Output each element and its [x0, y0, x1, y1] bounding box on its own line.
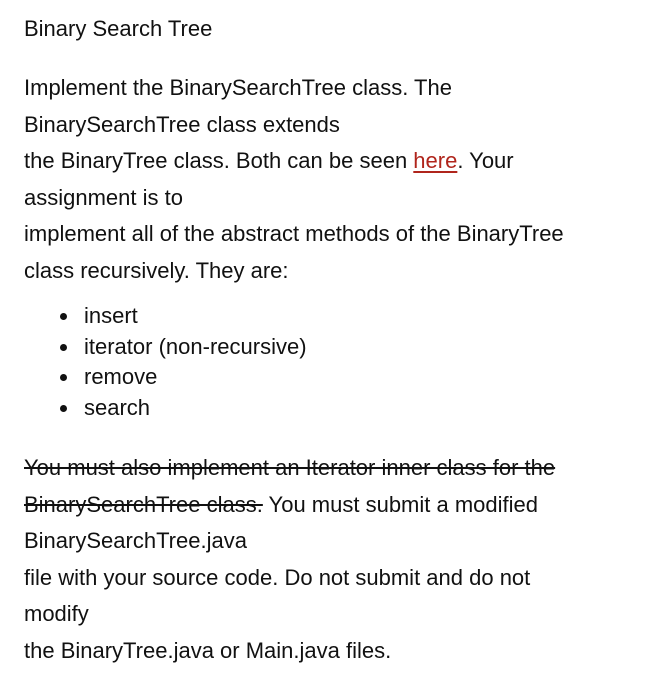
intro-line-2: BinarySearchTree class extends [24, 111, 340, 137]
submission-line-2 [24, 487, 626, 524]
intro-line-3-text-after: . Your [457, 148, 514, 173]
method-label: remove [84, 364, 158, 389]
intro-line-1: Implement the BinarySearchTree class. The [24, 75, 452, 100]
method-label: insert [84, 303, 138, 328]
submission-paragraph [24, 450, 626, 669]
bullet-icon [60, 344, 67, 351]
struck-line-1: You must also implement an Iterator inner class for the [24, 455, 556, 480]
list-item [24, 332, 626, 363]
submission-line-6: the BinaryTree.java or Main.java files. [24, 637, 392, 663]
intro-line-4: assignment is to [24, 184, 183, 210]
bullet-icon [60, 313, 67, 320]
methods-list [24, 301, 626, 423]
list-item [24, 362, 626, 393]
intro-line-3-text-before: the BinaryTree class. Both can be seen [24, 148, 414, 173]
list-item [24, 301, 626, 332]
intro-paragraph [24, 70, 626, 289]
intro-line-3 [24, 143, 626, 180]
here-link[interactable]: here [413, 148, 458, 173]
intro-line-6: class recursively. They are: [24, 257, 289, 283]
submission-line-3: BinarySearchTree.java [24, 528, 247, 553]
method-label: iterator (non-recursive) [84, 333, 307, 359]
struck-line-2: BinarySearchTree class. [24, 491, 263, 517]
bullet-icon [60, 374, 67, 381]
page-title: Binary Search Tree [24, 16, 213, 41]
method-label: search [84, 394, 151, 420]
submission-line-4: file with your source code. Do not submit and do not [24, 564, 531, 590]
submission-line-5: modify [24, 601, 89, 626]
submission-line-2-text: You must submit a modified [262, 491, 538, 517]
bullet-icon [60, 405, 67, 412]
intro-line-5: implement all of the abstract methods of the BinaryTree [24, 221, 564, 246]
list-item [24, 393, 626, 424]
